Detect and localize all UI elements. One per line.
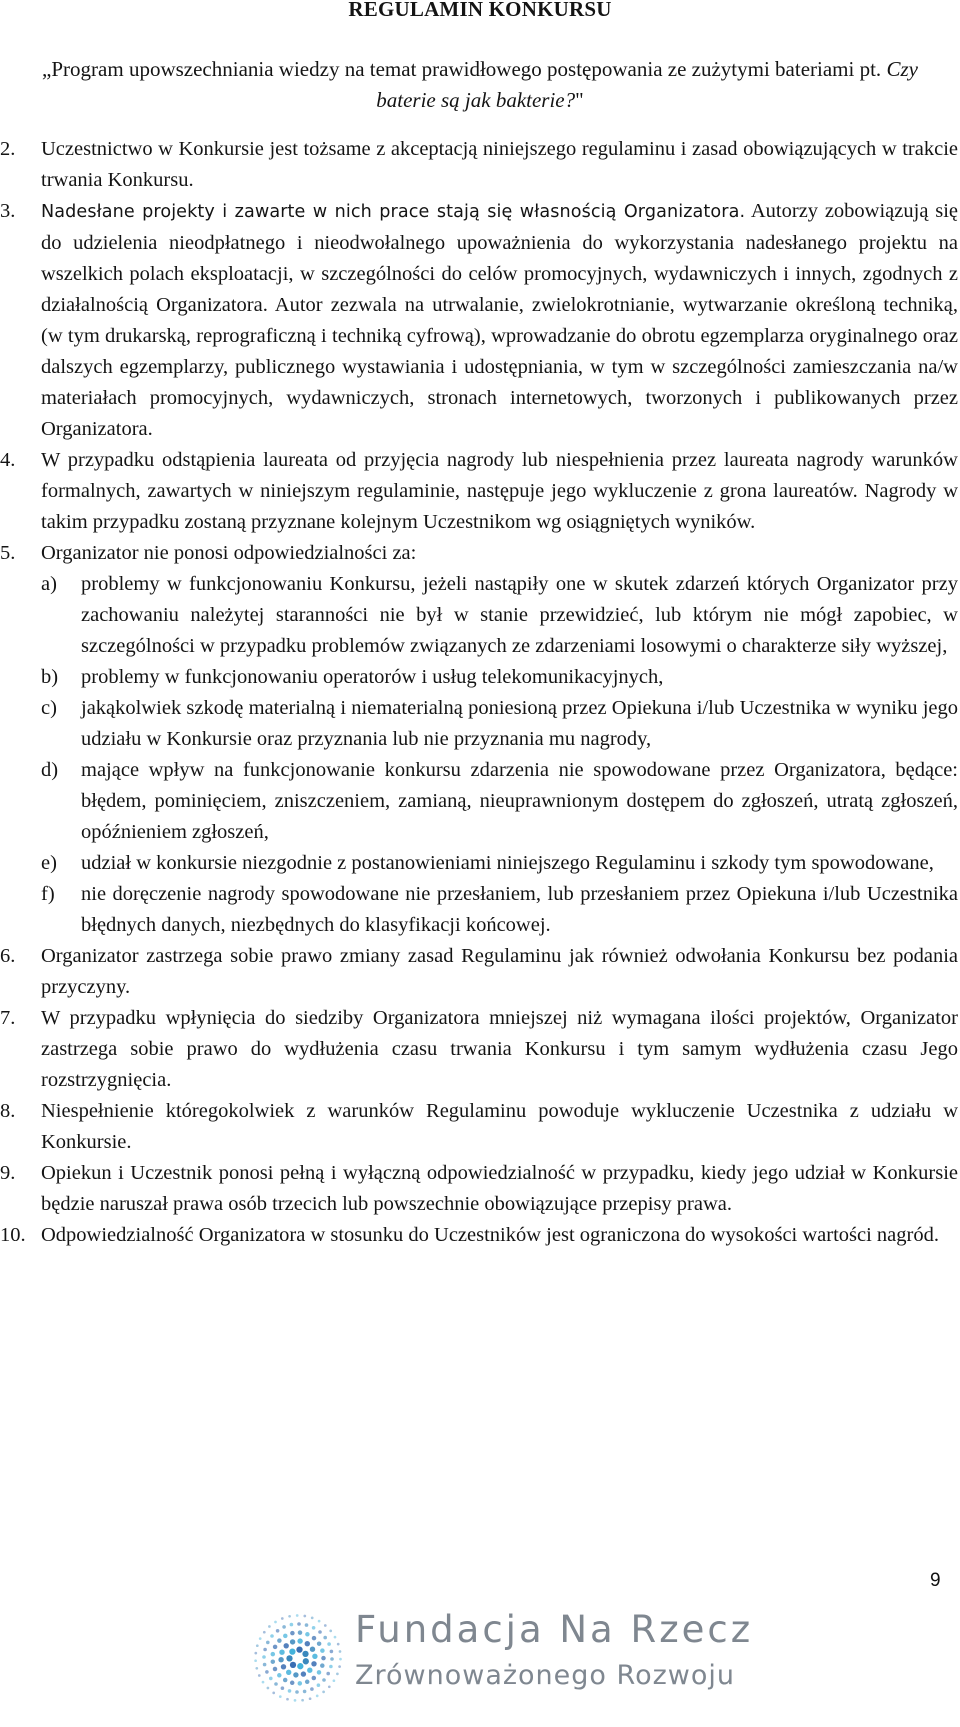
logo-dot	[305, 1623, 309, 1627]
page-number: 9	[930, 1570, 941, 1591]
logo-dot	[336, 1673, 339, 1676]
logo-dot	[329, 1665, 333, 1669]
logo-dot	[288, 1689, 292, 1693]
logo-dot	[317, 1641, 322, 1646]
sub-item-letter: a)	[41, 573, 57, 595]
logo-dot	[283, 1678, 288, 1683]
logo-dot	[337, 1643, 340, 1646]
foundation-logo-icon	[250, 1600, 350, 1710]
logo-dot	[301, 1699, 304, 1702]
sub-item-a	[41, 569, 958, 662]
logo-dot	[286, 1698, 289, 1701]
logo-dot	[312, 1636, 317, 1641]
logo-dot	[309, 1697, 312, 1700]
logo-dot	[295, 1690, 299, 1694]
logo-dot	[303, 1615, 306, 1618]
logo-dot	[283, 1634, 288, 1639]
logo-dot	[317, 1683, 321, 1687]
logo-text-line2: Zrównoważonego Rozwoju	[355, 1660, 735, 1691]
logo-dot	[324, 1624, 327, 1627]
logo-dot	[274, 1621, 277, 1624]
logo-dot	[305, 1641, 310, 1646]
regulation-item-9	[0, 1158, 960, 1220]
logo-dot	[254, 1659, 257, 1662]
logo-dot	[289, 1648, 295, 1654]
sub-item-text: jakąkolwiek szkodę materialną i niematerialną poniesioną przez Opiekuna i/lub Uczestnika w wyniku jego udziału w Konkursie oraz przyznania lub nie przyznania mu nagrody,	[81, 697, 958, 750]
logo-dot	[270, 1634, 274, 1638]
logo-dot	[272, 1692, 275, 1695]
sub-item-b	[41, 662, 958, 693]
item-text-rest: Autorzy zobowiązują się do udzielenia nieodpłatnego i nieodwołalnego upoważnienia do wykorzystania nadesłanego projektu na wszelkich polach eksploatacji, w szczególności do celów promocyjnych, wydawniczych i innych, zgodnych z działalnością Organizatora.	[41, 200, 958, 316]
logo-dot	[284, 1643, 289, 1648]
logo-dot	[296, 1646, 302, 1652]
logo-dot	[263, 1648, 267, 1652]
sub-item-text: udział w konkursie niezgodnie z postanowieniami niniejszego Regulaminu i szkody tym spowodowane,	[81, 852, 934, 874]
item-text-sans-part: Nadesłane projekty i zawarte w nich prace stają się własnością Organizatora.	[41, 202, 746, 222]
logo-dot	[328, 1685, 331, 1688]
item-number: 2.	[0, 138, 16, 160]
item-text: W przypadku wpłynięcia do siedziby Organizatora mniejszej niż wymagana ilości projektów, Organizator zastrzega sobie prawo do wydłużenia czasu trwania Konkursu i tym samym wydłużenia czasu Jego rozstrzygnięcia.	[41, 1007, 958, 1091]
logo-dot	[265, 1670, 269, 1674]
logo-dot	[282, 1625, 286, 1629]
item-number: 5.	[0, 542, 16, 564]
logo-dot	[322, 1691, 325, 1694]
logo-dot	[255, 1667, 258, 1670]
logo-dot	[312, 1654, 317, 1659]
logo-dot	[333, 1679, 336, 1682]
item-text: Organizator zastrzega sobie prawo zmiany zasad Regulaminu jak również odwołania Konkursu bez podania przyczyny.	[41, 945, 958, 998]
logo-dot	[330, 1650, 334, 1654]
sub-item-text: mające wpływ na funkcjonowanie konkursu zdarzenia nie spowodowane przez Organizatora, będące: błędem, pominięciem, zniszczeniem, zamianą, nieuprawnionym dostępem do zgłoszeń, utratą zgłoszeń, opóźnieniem zgłoszeń,	[81, 759, 958, 843]
logo-dot	[290, 1681, 295, 1686]
regulation-item-10	[0, 1220, 960, 1251]
logo-dot	[271, 1659, 276, 1664]
page-title: REGULAMIN KONKURSU	[348, 0, 612, 21]
logo-dot	[294, 1699, 297, 1702]
logo-dot	[303, 1658, 309, 1664]
logo-dot	[290, 1623, 294, 1627]
logo-dot	[281, 1686, 285, 1690]
logo-dot	[258, 1674, 261, 1677]
logo-dot	[320, 1663, 325, 1668]
logo-dot	[286, 1670, 291, 1675]
logo-dot	[312, 1626, 316, 1630]
logo-dot	[318, 1620, 321, 1623]
logo-text-line1: Fundacja Na Rzecz	[355, 1608, 754, 1651]
subtitle-end: "	[575, 88, 584, 112]
logo-dot	[298, 1630, 303, 1635]
logo-dot	[334, 1636, 337, 1639]
logo-dot	[303, 1690, 307, 1694]
sub-item-letter: c)	[41, 697, 57, 719]
sub-item-text: problemy w funkcjonowaniu Konkursu, jeżeli nastąpiły one w skutek zdarzeń których Organizator przy zachowaniu należytej staranności nie był w stanie przewidzieć, lub którym nie mógł zapobiec, w szczególności w przypadku problemów związanych ze zdarzeniami losowymi o charakterze siły wyższej,	[81, 573, 958, 657]
logo-dot	[323, 1636, 327, 1640]
item-text: W przypadku odstąpienia laureata od przyjęcia nagrody lub niespełnienia przez laureata nagrody warunków formalnych, zawartych w niniejszym regulaminie, następuje jego wykluczenie z grona laureatów. Nagrody w takim przypadku zostaną przyznane kolejnym Uczestnikom wg osiągniętych wyników.	[41, 449, 958, 533]
logo-dot	[297, 1638, 302, 1643]
logo-dot	[279, 1695, 282, 1698]
logo-dot	[312, 1676, 317, 1681]
sub-item-text: problemy w funkcjonowaniu operatorów i usług telekomunikacyjnych,	[81, 666, 664, 688]
logo-dot	[263, 1631, 266, 1634]
logo-dot	[338, 1665, 341, 1668]
item-number: 10.	[0, 1224, 26, 1246]
logo-dot	[305, 1680, 310, 1685]
regulation-item-8	[0, 1096, 960, 1158]
sub-item-f	[41, 879, 958, 941]
sub-item-letter: d)	[41, 759, 59, 781]
item-text: Organizator nie ponosi odpowiedzialności za:	[41, 542, 417, 564]
sub-item-letter: f)	[41, 883, 55, 905]
logo-dot	[278, 1657, 283, 1662]
regulation-item-6	[0, 941, 960, 1003]
logo-dot	[281, 1617, 284, 1620]
item-number: 8.	[0, 1100, 16, 1122]
item-text: Niespełnienie któregokolwiek z warunków Regulaminu powoduje wykluczenie Uczestnika z udziału w Konkursie.	[41, 1100, 958, 1153]
sub-item-d	[41, 755, 958, 848]
logo-dot	[273, 1667, 278, 1672]
logo-dot	[316, 1695, 319, 1698]
logo-dot	[263, 1663, 267, 1667]
sub-item-letter: b)	[41, 666, 59, 688]
logo-dot	[256, 1644, 259, 1647]
logo-dot	[298, 1681, 303, 1686]
logo-dot	[321, 1656, 326, 1661]
logo-dot	[329, 1630, 332, 1633]
logo-dot	[273, 1645, 278, 1650]
logo-dot	[293, 1672, 298, 1677]
item-text: Uczestnictwo w Konkursie jest tożsame z akceptacją niniejszego regulaminu i zasad obowiązujących w trakcie trwania Konkursu.	[41, 138, 958, 191]
logo-dot	[254, 1652, 257, 1655]
item-number: 3.	[0, 200, 16, 222]
regulation-item-3	[0, 196, 960, 445]
logo-dot	[259, 1637, 262, 1640]
item-text: Odpowiedzialność Organizatora w stosunku do Uczestników jest ograniczona do wysokości wartości nagród.	[41, 1224, 939, 1246]
regulation-item-4	[0, 445, 960, 538]
logo-dot	[271, 1652, 276, 1657]
regulation-item-5	[0, 538, 960, 941]
program-subtitle	[20, 54, 940, 116]
logo-dot	[262, 1681, 265, 1684]
logo-dot	[307, 1668, 312, 1673]
logo-dot	[318, 1630, 322, 1634]
logo-dot	[297, 1663, 303, 1669]
logo-dot	[290, 1631, 295, 1636]
regulation-item-7	[0, 1003, 960, 1096]
logo-dot	[310, 1647, 315, 1652]
logo-dot	[277, 1638, 282, 1643]
item-number: 7.	[0, 1007, 16, 1029]
logo-dot	[311, 1661, 316, 1666]
logo-dot	[262, 1655, 266, 1659]
logo-dot	[290, 1639, 295, 1644]
logo-dot	[297, 1622, 301, 1626]
logo-dot	[274, 1682, 278, 1686]
item-number: 9.	[0, 1162, 16, 1184]
logo-dot	[322, 1678, 326, 1682]
logo-dot	[339, 1658, 342, 1661]
subtitle-main: „Program upowszechniania wiedzy na temat prawidłowego postępowania ze zużytymi bateriami pt.	[42, 57, 887, 81]
logo-dot	[279, 1650, 284, 1655]
logo-dot	[301, 1671, 306, 1676]
logo-dot	[327, 1642, 331, 1646]
logo-dot	[311, 1617, 314, 1620]
logo-dot	[288, 1615, 291, 1618]
logo-dot	[267, 1687, 270, 1690]
logo-dot	[326, 1672, 330, 1676]
logo-dot	[310, 1687, 314, 1691]
logo-dot	[277, 1673, 282, 1678]
regulations-list	[0, 134, 960, 1251]
logo-dot	[320, 1648, 325, 1653]
logo-dot	[296, 1614, 299, 1617]
logo-dot	[276, 1629, 280, 1633]
logo-dot	[281, 1664, 286, 1669]
logo-dot	[302, 1651, 308, 1657]
logo-dot	[339, 1650, 342, 1653]
foundation-logo	[250, 1600, 754, 1710]
sub-item-text: nie doręczenie nagrody spowodowane nie przesłaniem, lub przesłaniem przez Opiekuna i/lub Uczestnika błędnych danych, niezbędnych do klasyfikacji końcowej.	[81, 883, 958, 936]
regulation-item-2	[0, 134, 960, 196]
logo-dot	[266, 1641, 270, 1645]
sub-item-e	[41, 848, 958, 879]
item-text-serif-part: Autor zezwala na utrwalanie, zwielokrotnianie, wytwarzanie określoną techniką, (w tym drukarską, reprograficzną i techniką cyfrową), wprowadzanie do obrotu egzemplarza oryginalnego oraz dalszych egzemplarzy, publicznego wystawiania i udostępniania, w tym w szczególności zamieszczania na/w materiałach promocyjnych, wydawniczych, stronach internetowych, tworzonych i publikowanych przez Organizatora.	[41, 294, 958, 440]
sub-item-letter: e)	[41, 852, 57, 874]
logo-dot	[317, 1670, 322, 1675]
logo-dot	[268, 1625, 271, 1628]
item-text	[41, 196, 958, 445]
item-number: 6.	[0, 945, 16, 967]
logo-dot	[330, 1657, 334, 1661]
subtitle-italic: Czy baterie są jak bakterie?	[376, 57, 918, 112]
logo-dot	[269, 1677, 273, 1681]
item-text: Opiekun i Uczestnik ponosi pełną i wyłączną odpowiedzialność w przypadku, kiedy jego udział w Konkursie będzie naruszał prawa osób trzecich lub powszechnie obowiązujące przepisy prawa.	[41, 1162, 958, 1215]
sub-item-c	[41, 693, 958, 755]
logo-dot	[305, 1632, 310, 1637]
logo-dot	[286, 1655, 292, 1661]
logo-dot	[290, 1662, 296, 1668]
item-number: 4.	[0, 449, 16, 471]
